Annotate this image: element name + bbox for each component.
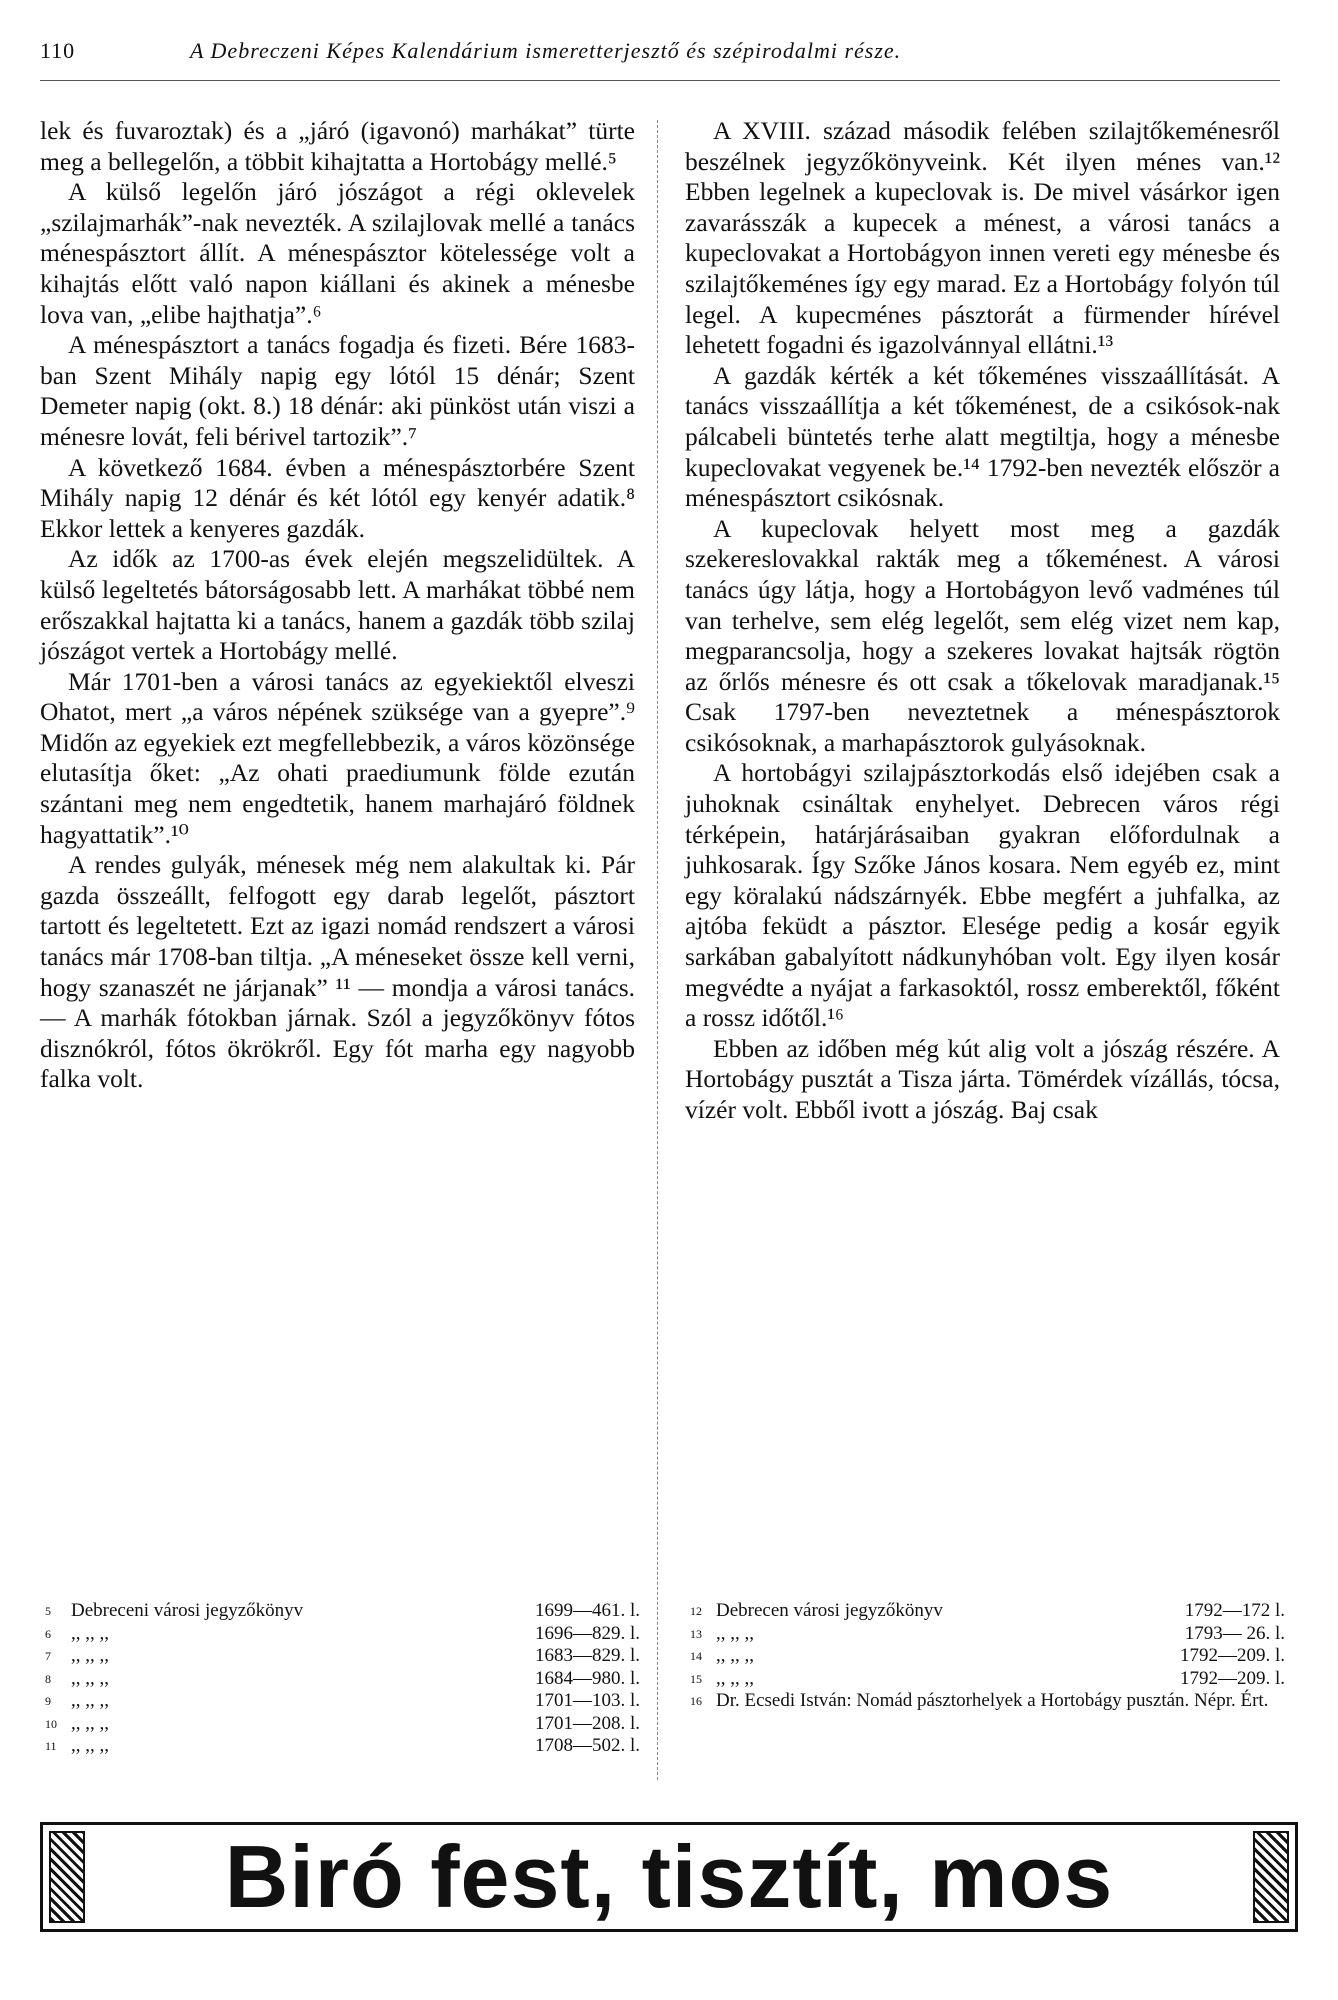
paragraph: A gazdák kérték a két tőkeménes visszaállítását. A tanács visszaállítja a két tőkeménest, de a csikósok-nak pálcabeli büntetés terhe alatt megtiltja, hogy a ménesbe kupeclovakat vegyenek be.¹⁴ 1792-ben nevezték először a ménespásztort csikósnak.	[685, 360, 1280, 513]
left-column	[40, 116, 635, 1095]
paragraph: Már 1701-ben a városi tanács az egyekiektől elveszi Ohatot, mert „a város népének szüksége van a gyepre”.⁹ Midőn az egyekiek ezt megfellebbezik, a város közönsége elutasítja őket: „Az ohati praediumunk földe ezután szántani meg nem engedtetik, hanem marhajáró földnek hagyattatik”.¹⁰	[40, 666, 635, 849]
footnote-source: ,, ,, ,,	[71, 1667, 109, 1689]
footnote-ref: 1793— 26. l.	[1184, 1622, 1285, 1644]
paragraph: Ebben az időben még kút alig volt a jószág részére. A Hortobágy pusztát a Tisza járta. Tömérdek vízállás, tócsa, vízér volt. Ebből ivott a jószág. Baj csak	[685, 1033, 1280, 1124]
paragraph: lek és fuvaroztak) és a „járó (igavonó) marhákat” türte meg a bellegelőn, a többit kihajtatta a Hortobágy mellé.⁵	[40, 116, 635, 176]
footnote-source: ,, ,, ,,	[71, 1690, 109, 1711]
paragraph: Az idők az 1700-as évek elején megszelidültek. A külső legeltetés bátorságosabb lett. A marhákat többé nem erőszakkal hajtatta ki a tanács, hanem a gazdák több szilaj jószágot vertek a Hortobágy mellé.	[40, 544, 635, 666]
footnote-ref: 1684—980. l.	[534, 1667, 640, 1689]
footnote-number: 13	[690, 1626, 702, 1641]
footnote	[45, 1735, 640, 1758]
footnote-source: Dr. Ecsedi István: Nomád pásztorhelyek a Hortobágy pusztán. Népr. Ért.	[716, 1690, 1269, 1711]
paragraph: A XVIII. század második felében szilajtőkeménesről beszélnek jegyzőkönyveink. Két ilyen ménes van.¹² Ebben legelnek a kupeclovak is. De mivel vásárkor igen zavarásszák a kupecek a ménest, a városi tanács a kupeclovakat a Hortobágyon innen vereti egy ménesbe és szilajtőkeménes így egy marad. Ez a Hortobágy folyón túl legel. A kupecménes pásztorát a fürmender hírével lehetett fogadni és igazolvánnyal ellátni.¹³	[685, 116, 1280, 360]
footnote-source: Debreceni városi jegyzőkönyv	[71, 1600, 304, 1621]
footnote-source: ,, ,, ,,	[716, 1645, 754, 1666]
header-rule	[40, 80, 1280, 81]
footnote	[690, 1623, 1285, 1646]
footnote	[45, 1623, 640, 1646]
footnote	[45, 1690, 640, 1713]
footnote-ref: 1699—461. l.	[534, 1600, 640, 1621]
footnote-number: 8	[45, 1671, 51, 1686]
advertisement-text: Biró fest, tisztít, mos	[224, 1827, 1114, 1926]
ornament-left-icon	[49, 1831, 85, 1923]
footnote	[45, 1668, 640, 1691]
paragraph: A ménespásztort a tanács fogadja és fizeti. Bére 1683-ban Szent Mihály napig egy lótól 15 dénár; Szent Demeter napig (okt. 8.) 18 dénár: aki pünköst után viszi a ménesre lovát, feli bérivel tartozik”.⁷	[40, 330, 635, 451]
footnote-source: ,, ,, ,,	[71, 1712, 109, 1734]
footnote	[690, 1600, 1285, 1623]
footnote-ref: 1683—829. l.	[534, 1645, 640, 1666]
footnote-number: 10	[45, 1716, 57, 1731]
advertisement-banner	[40, 1822, 1298, 1932]
footnote-ref: 1701—208. l.	[534, 1712, 640, 1734]
running-title: A Debreczeni Képes Kalendárium ismeretterjesztő és szépirodalmi része.	[190, 38, 902, 63]
footnote-source: ,, ,, ,,	[716, 1667, 754, 1689]
footnote-ref: 1792—209. l.	[1179, 1645, 1285, 1666]
column-divider	[657, 120, 658, 1780]
footnote-source: ,, ,, ,,	[71, 1645, 109, 1666]
footnote-number: 5	[45, 1604, 51, 1618]
footnote-number: 12	[690, 1604, 702, 1618]
running-header	[40, 38, 1280, 74]
footnotes-right	[690, 1600, 1285, 1713]
footnote-source: ,, ,, ,,	[71, 1622, 109, 1644]
footnote-source: ,, ,, ,,	[71, 1735, 109, 1756]
paragraph: A kupeclovak helyett most meg a gazdák szekereslovakkal rakták meg a tőkeménest. A városi tanács úgy látja, hogy a Hortobágyon levő vadménes túl van terhelve, sem elég legelőt, sem elég vizet nem kap, megparancsolja, hogy a szekeres lovakat hajtsák rögtön az őrlős ménesre és ott csak a tőkelovak maradjanak.¹⁵ Csak 1797-ben neveztetnek a ménespásztorok csikósoknak, a marhapásztorok gulyásoknak.	[685, 513, 1280, 757]
footnote	[690, 1690, 1285, 1713]
footnote-number: 11	[45, 1739, 57, 1753]
footnote-ref: 1696—829. l.	[534, 1622, 640, 1644]
footnote	[45, 1600, 640, 1623]
footnote	[690, 1645, 1285, 1668]
ornament-right-icon	[1253, 1831, 1289, 1923]
footnote-number: 14	[690, 1649, 702, 1663]
footnote	[45, 1713, 640, 1736]
footnote-number: 6	[45, 1626, 51, 1641]
footnote-ref: 1708—502. l.	[534, 1735, 640, 1756]
footnotes-left	[45, 1600, 640, 1758]
footnote-number: 16	[690, 1694, 702, 1708]
footnote	[690, 1668, 1285, 1691]
footnote-number: 9	[45, 1694, 51, 1708]
footnote-source: Debrecen városi jegyzőkönyv	[716, 1600, 943, 1621]
footnote-source: ,, ,, ,,	[716, 1622, 754, 1644]
page-number: 110	[40, 38, 76, 63]
footnote-number: 7	[45, 1649, 51, 1663]
footnote-ref: 1792—172 l.	[1184, 1600, 1285, 1621]
paragraph: A külső legelőn járó jószágot a régi oklevelek „szilajmarhák”-nak nevezték. A szilajlovak mellé a tanács ménespásztort állít. A ménespásztor kötelessége volt a kihajtás előtt való napon kiállani és akinek a ménesbe lova van, „elibe hajthatja”.⁶	[40, 177, 635, 329]
right-column	[685, 116, 1280, 1126]
paragraph: A következő 1684. évben a ménespásztorbére Szent Mihály napig 12 dénár és két lótól egy kenyér adatik.⁸ Ekkor lettek a kenyeres gazdák.	[40, 452, 635, 543]
paragraph: A rendes gulyák, ménesek még nem alakultak ki. Pár gazda összeállt, felfogott egy darab legelőt, pásztort tartott és legeltetett. Ezt az igazi nomád rendszert a városi tanács már 1708-ban tiltja. „A méneseket össze kell verni, hogy szanaszét ne járjanak” ¹¹ — mondja a városi tanács. — A marhák fótokban járnak. Szól a jegyzőkönyv fótos disznókról, fótos ökrökről. Egy fót marha egy nagyobb falka volt.	[40, 850, 635, 1094]
footnote	[45, 1645, 640, 1668]
footnote-number: 15	[690, 1671, 702, 1686]
paragraph: A hortobágyi szilajpásztorkodás első idejében csak a juhoknak csináltak enyhelyet. Debrecen város régi térképein, határjárásaiban gyakran előfordulnak a juhkosarak. Így Szőke János kosara. Nem egyéb ez, mint egy köralakú nádszárnyék. Ebbe megfért a juhfalka, az ajtóba feküdt a pásztor. Elesége pedig a kosár egyik sarkában gabalyított nádkunyhóban volt. Egy ilyen kosár megvédte a nyájat a farkasoktól, rossz emberektől, főként a rossz időtől.¹⁶	[685, 758, 1280, 1033]
footnote-ref: 1701—103. l.	[534, 1690, 640, 1711]
footnote-ref: 1792—209. l.	[1179, 1667, 1285, 1689]
